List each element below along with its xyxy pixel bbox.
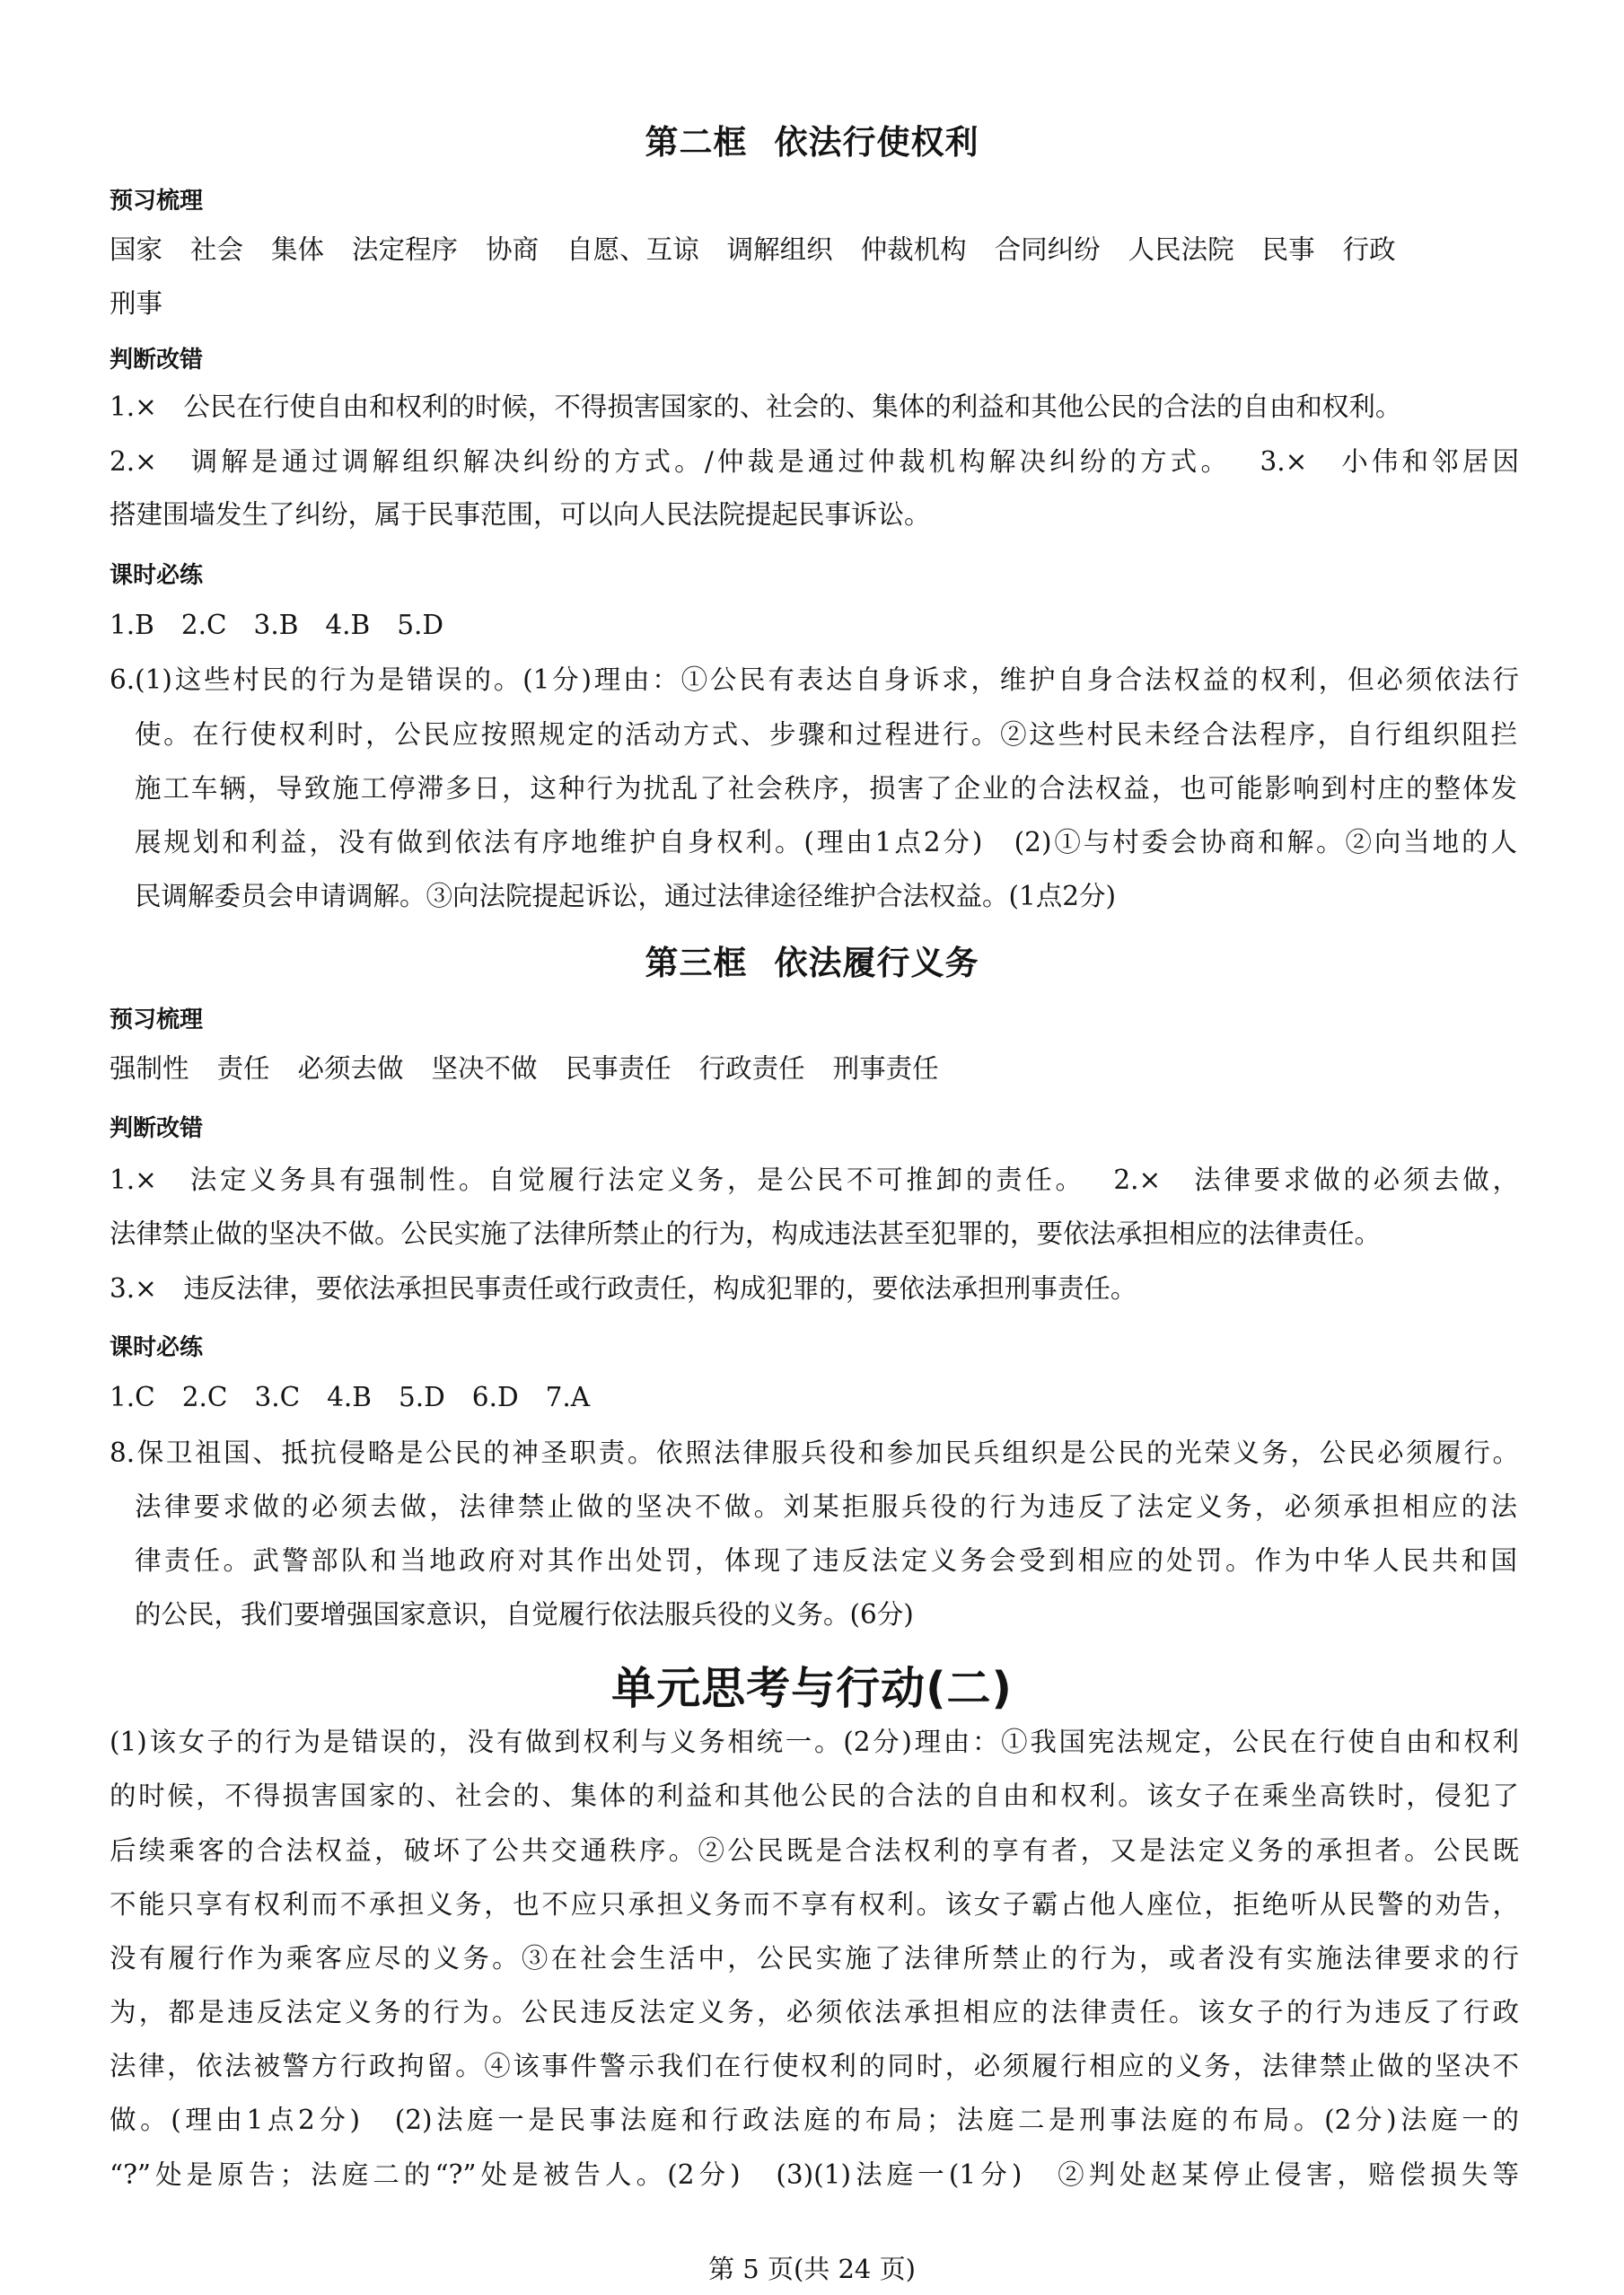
preview-terms: 强制性 责任 必须去做 坚决不做 民事责任 行政责任 刑事责任 (110, 1053, 939, 1084)
mcq-answers: 1.B 2.C 3.B 4.B 5.D (110, 610, 444, 640)
preview-terms-cont: 刑事 (110, 288, 163, 319)
page-number: 第 5 页(共 24 页) (708, 2254, 916, 2284)
judge-item: 3.× 违反法律，要依法承担民事责任或行政责任，构成犯罪的，要依法承担刑事责任。 (110, 1273, 1137, 1304)
section-title-2: 第二框 依法行使权利 (645, 123, 979, 162)
judge-item: 2.× 调解是通过调解组织解决纠纷的方式。/仲裁是通过仲裁机构解决纠纷的方式。 3.× 小伟和邻居因 (110, 446, 1519, 477)
answer-line: (1)该女子的行为是错误的，没有做到权利与义务相统一。(2分)理由：①我国宪法规定，公民在行使自由和权利 (110, 1727, 1519, 1757)
judge-item: 1.× 法定义务具有强制性。自觉履行法定义务，是公民不可推卸的责任。 2.× 法律要求做的必须去做， (110, 1165, 1519, 1195)
judge-item: 法律禁止做的坚决不做。公民实施了法律所禁止的行为，构成违法甚至犯罪的，要依法承担相应的法律责任。 (110, 1218, 1382, 1249)
judge-item: 搭建围墙发生了纠纷，属于民事范围，可以向人民法院提起民事诉讼。 (110, 499, 931, 530)
answer-line: 后续乘客的合法权益，破坏了公共交通秩序。②公民既是合法权利的享有者，又是法定义务的承担者。公民既 (110, 1835, 1519, 1866)
judge-heading: 判断改错 (110, 1115, 204, 1142)
answer-line: 法律要求做的必须去做，法律禁止做的坚决不做。刘某拒服兵役的行为违反了法定义务，必须承担相应的法 (135, 1491, 1517, 1522)
preview-terms: 国家 社会 集体 法定程序 协商 自愿、互谅 调解组织 仲裁机构 合同纠纷 人民法院 民事 行政 (110, 234, 1396, 265)
answer-line: 的公民，我们要增强国家意识，自觉履行依法服兵役的义务。(6分) (135, 1599, 914, 1630)
mcq-answers: 1.C 2.C 3.C 4.B 5.D 6.D 7.A (110, 1382, 591, 1412)
answer-line: 8.保卫祖国、抵抗侵略是公民的神圣职责。依照法律服兵役和参加民兵组织是公民的光荣义务，公民必须履行。 (110, 1438, 1519, 1468)
unit-title: 单元思考与行动(二) (611, 1663, 1013, 1714)
answer-line: 没有履行作为乘客应尽的义务。③在社会生活中，公民实施了法律所禁止的行为，或者没有实施法律要求的行 (110, 1943, 1519, 1974)
judge-heading: 判断改错 (110, 347, 204, 374)
answer-line: 做。(理由1点2分) (2)法庭一是民事法庭和行政法庭的布局；法庭二是刑事法庭的布局。(2分)法庭一的 (110, 2105, 1519, 2135)
answer-line: 为，都是违反法定义务的行为。公民违反法定义务，必须依法承担相应的法律责任。该女子的行为违反了行政 (110, 1997, 1519, 2027)
answer-line: “?”处是原告；法庭二的“?”处是被告人。(2分) (3)(1)法庭一(1分) ②判处赵某停止侵害，赔偿损失等 (110, 2159, 1519, 2190)
answer-line: 展规划和利益，没有做到依法有序地维护自身权利。(理由1点2分) (2)①与村委会协商和解。②向当地的人 (135, 827, 1517, 857)
answer-line: 不能只享有权利而不承担义务，也不应只承担义务而不享有权利。该女子霸占他人座位，拒绝听从民警的劝告， (110, 1889, 1519, 1920)
practice-heading: 课时必练 (110, 1334, 204, 1361)
preview-heading: 预习梳理 (110, 1007, 204, 1033)
answer-line: 6.(1)这些村民的行为是错误的。(1分)理由：①公民有表达自身诉求，维护自身合法权益的权利，但必须依法行 (110, 664, 1519, 695)
judge-item: 1.× 公民在行使自由和权利的时候，不得损害国家的、社会的、集体的利益和其他公民的合法的自由和权利。 (110, 391, 1402, 422)
answer-line: 施工车辆，导致施工停滞多日，这种行为扰乱了社会秩序，损害了企业的合法权益，也可能影响到村庄的整体发 (135, 773, 1517, 804)
practice-heading: 课时必练 (110, 562, 204, 589)
answer-line: 民调解委员会申请调解。③向法院提起诉讼，通过法律途径维护合法权益。(1点2分) (135, 881, 1117, 911)
preview-heading: 预习梳理 (110, 188, 204, 215)
answer-line: 使。在行使权利时，公民应按照规定的活动方式、步骤和过程进行。②这些村民未经合法程序，自行组织阻拦 (135, 719, 1517, 750)
section-title-3: 第三框 依法履行义务 (645, 944, 979, 982)
answer-line: 的时候，不得损害国家的、社会的、集体的利益和其他公民的合法的自由和权利。该女子在乘坐高铁时，侵犯了 (110, 1781, 1519, 1811)
answer-line: 律责任。武警部队和当地政府对其作出处罚，体现了违反法定义务会受到相应的处罚。作为中华人民共和国 (135, 1545, 1517, 1576)
answer-line: 法律，依法被警方行政拘留。④该事件警示我们在行使权利的同时，必须履行相应的义务，法律禁止做的坚决不 (110, 2051, 1519, 2081)
